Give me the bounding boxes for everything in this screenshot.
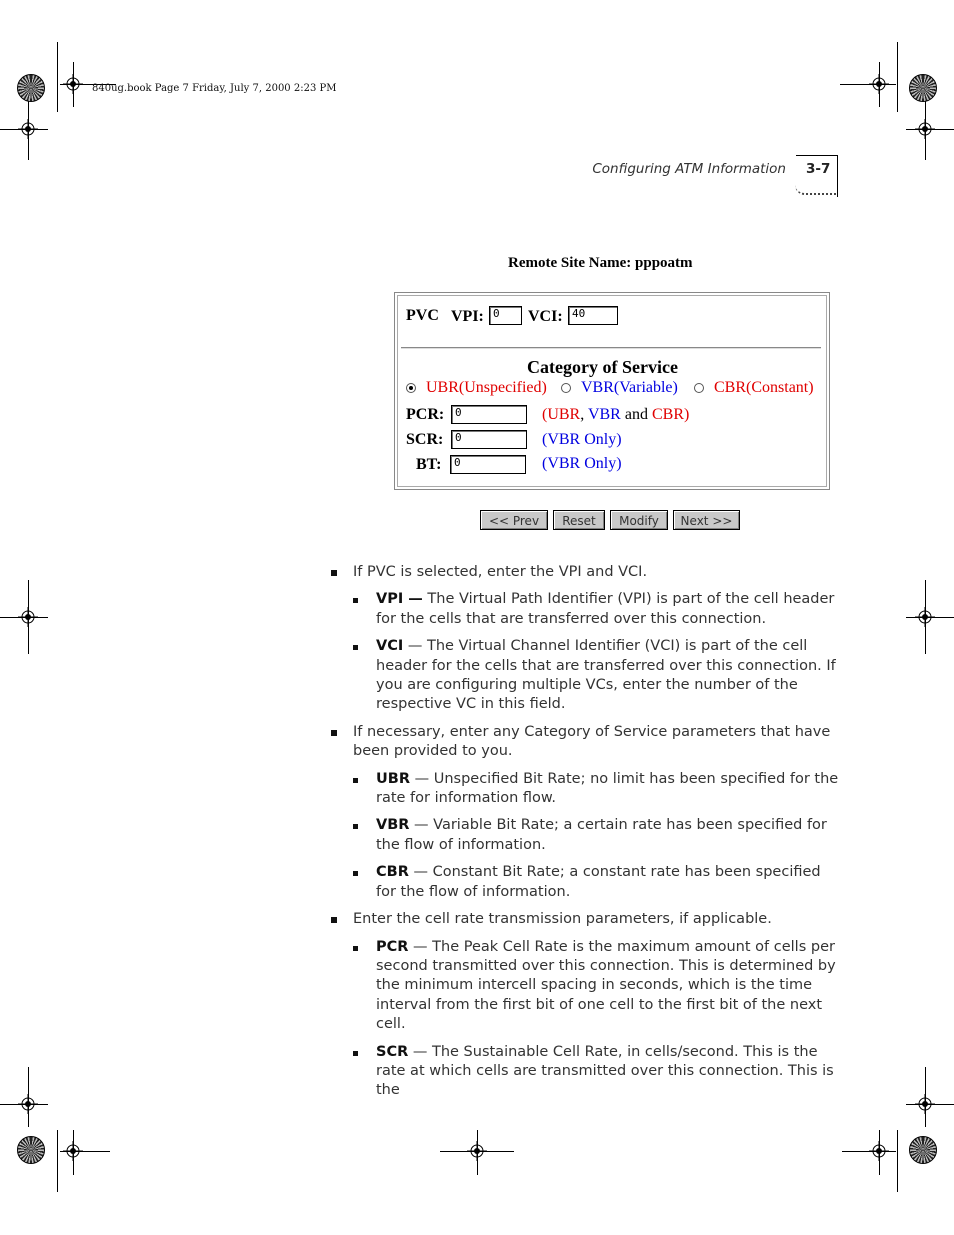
ubr-option-label[interactable]: UBR(Unspecified) [426, 379, 547, 396]
list-item [353, 938, 841, 1035]
term-cbr: CBR [376, 864, 409, 881]
list-item-text: If PVC is selected, enter the VPI and VCI. [353, 564, 648, 580]
crosshair-icon [915, 607, 935, 627]
term-vbr: VBR [376, 817, 410, 834]
vbr-radio[interactable] [561, 383, 571, 393]
list-item [353, 770, 841, 809]
running-header-title: Configuring ATM Information [592, 161, 786, 177]
registration-sunburst-icon [17, 1136, 45, 1164]
bt-label: BT: [416, 456, 442, 473]
crosshair-icon [18, 119, 38, 139]
term-ubr: UBR [376, 770, 410, 787]
term-vpi: VPI — [376, 591, 423, 608]
crosshair-icon [63, 74, 83, 94]
vbr-option-label[interactable]: VBR(Variable) [581, 379, 678, 396]
bt-note: (VBR Only) [542, 455, 622, 472]
definition-text: — Variable Bit Rate; a certain rate has been specified for the flow of information. [376, 817, 827, 853]
pvc-label: PVC [406, 307, 439, 324]
pcr-note-and: and [620, 406, 652, 423]
ubr-radio[interactable] [406, 383, 416, 393]
scr-input[interactable]: 0 [451, 430, 527, 449]
crosshair-icon [18, 607, 38, 627]
list-item [353, 863, 841, 902]
header-dotted-ornament [795, 185, 837, 195]
registration-sunburst-icon [909, 74, 937, 102]
term-scr: SCR [376, 1043, 409, 1060]
pcr-note [542, 406, 689, 424]
pcr-note-comma: , [580, 406, 588, 423]
crosshair-icon [467, 1141, 487, 1161]
instruction-list [331, 563, 841, 1109]
prev-button[interactable]: << Prev [480, 510, 548, 530]
crosshair-icon [18, 1094, 38, 1114]
registration-sunburst-icon [17, 74, 45, 102]
pcr-label: PCR: [406, 406, 445, 423]
list-item [331, 563, 841, 582]
pcr-note-cbr: CBR) [651, 406, 690, 423]
page-number: 3-7 [806, 161, 831, 177]
definition-text: — The Virtual Channel Identifier (VCI) is part of the cell header for the cells that are transferred over this connection. If you are configuring multiple VCs, enter the number of the respective VC in this field. [376, 638, 836, 713]
list-item [331, 910, 841, 929]
crosshair-icon [915, 119, 935, 139]
category-of-service-heading: Category of Service [527, 357, 678, 377]
crosshair-icon [915, 1094, 935, 1114]
crosshair-icon [869, 1141, 889, 1161]
vci-label: VCI: [528, 308, 563, 325]
list-item-text: If necessary, enter any Category of Service parameters that have been provided to you. [353, 723, 831, 760]
bt-input[interactable]: 0 [450, 455, 526, 474]
crosshair-icon [869, 74, 889, 94]
vci-input[interactable]: 40 [568, 306, 618, 325]
vpi-label: VPI: [451, 308, 484, 325]
definition-text: — The Sustainable Cell Rate, in cells/second. This is the rate at which cells are transmitted over this connection. This is the [376, 1043, 834, 1099]
list-item [353, 590, 841, 629]
section-divider [401, 347, 821, 349]
header-rule [796, 155, 838, 156]
print-metadata: 840ug.book Page 7 Friday, July 7, 2000 2:23 PM [92, 83, 337, 94]
vpi-input[interactable]: 0 [489, 306, 522, 325]
list-item [353, 637, 841, 715]
cbr-radio[interactable] [694, 383, 704, 393]
list-item [331, 723, 841, 762]
pcr-input[interactable]: 0 [451, 405, 527, 424]
definition-text: The Virtual Path Identifier (VPI) is part of the cell header for the cells that are transferred over this connection. [376, 591, 835, 627]
scr-label: SCR: [406, 431, 444, 448]
modify-button[interactable]: Modify [610, 510, 668, 530]
remote-site-name-title: Remote Site Name: pppoatm [508, 255, 693, 271]
list-item [353, 1043, 841, 1101]
scr-note: (VBR Only) [542, 431, 622, 448]
term-pcr: PCR [376, 938, 409, 955]
pcr-note-vbr: VBR [587, 406, 621, 423]
registration-sunburst-icon [909, 1136, 937, 1164]
term-vci: VCI [376, 638, 404, 655]
reset-button[interactable]: Reset [553, 510, 605, 530]
cbr-option-label[interactable]: CBR(Constant) [714, 379, 814, 396]
header-rule [837, 155, 838, 197]
next-button[interactable]: Next >> [673, 510, 740, 530]
list-item-text: Enter the cell rate transmission parameters, if applicable. [353, 911, 772, 928]
definition-text: — The Peak Cell Rate is the maximum amount of cells per second transmitted over this connection. This is determined by the minimum intercell spacing in seconds, which is the time interval from the first bit of one cell to the first bit of the next cell. [376, 938, 836, 1033]
definition-text: — Unspecified Bit Rate; no limit has been specified for the rate for information flow. [376, 770, 839, 807]
pcr-note-ubr: (UBR [542, 406, 581, 423]
list-item [353, 816, 841, 855]
definition-text: — Constant Bit Rate; a constant rate has been specified for the flow of information. [376, 864, 821, 900]
crosshair-icon [63, 1141, 83, 1161]
